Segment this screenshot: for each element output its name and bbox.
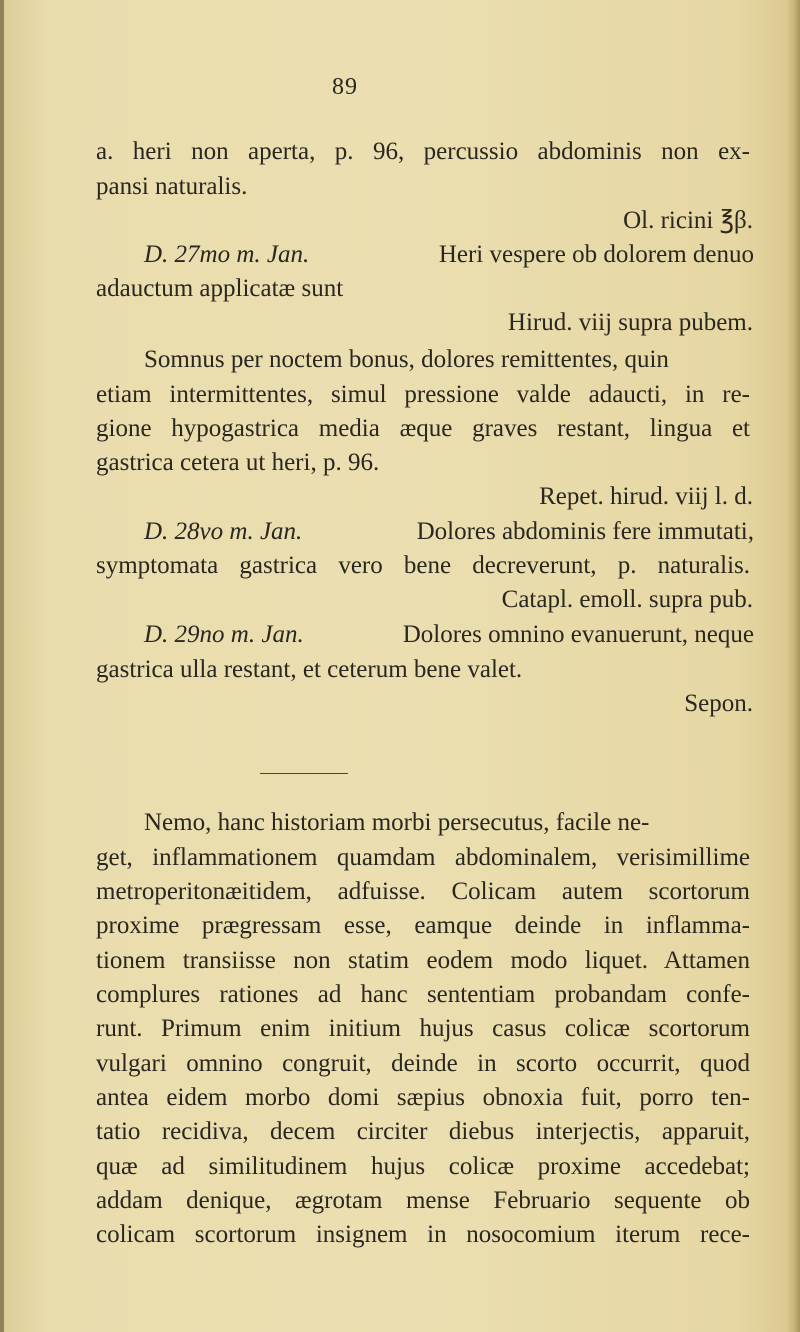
section-divider — [260, 773, 348, 774]
prescription-line-1: Ol. ricini ℥β. — [623, 207, 753, 234]
page-number: 89 — [332, 74, 358, 100]
text-line-10: gastrica cetera ut heri, p. 96. — [96, 449, 380, 476]
text-line-2: pansi naturalis. — [96, 173, 248, 200]
entry-text-29: Dolores omnino evanuerunt, neque — [402, 621, 754, 648]
entry-date-29: D. 29no m. Jan. — [144, 621, 304, 648]
entry-text-27: Heri vespere ob dolorem denuo — [438, 241, 754, 268]
page-right-edge — [786, 0, 800, 1332]
prescription-line-3: Repet. hirud. viij l. d. — [539, 483, 753, 510]
entry-text-28: Dolores abdominis fere immutati, — [416, 518, 754, 545]
prescription-line-2: Hirud. viij supra pubem. — [507, 309, 753, 336]
entry-line-29 — [144, 620, 754, 650]
prescription-line-4: Catapl. emoll. supra pub. — [501, 586, 753, 613]
page-left-edge — [0, 0, 4, 1332]
text-line-8: etiam intermittentes, simul pressione valde adaucti, in re- — [96, 381, 750, 408]
text-line-5: adauctum applicatæ sunt — [96, 275, 344, 302]
entry-line-28 — [144, 517, 754, 547]
paragraph-line-6: complures rationes ad hanc sententiam probandam confe- — [96, 981, 750, 1008]
paragraph-line-4: proxime prægressam esse, eamque deinde in inflamma- — [96, 912, 750, 939]
paragraph-line-5: tionem transiisse non statim eodem modo liquet. Attamen — [96, 947, 750, 974]
paragraph-line-12: addam denique, ægrotam mense Februario sequente ob — [96, 1187, 750, 1214]
text-line-13: symptomata gastrica vero bene decreverunt, p. naturalis. — [96, 552, 750, 579]
entry-date-27: D. 27mo m. Jan. — [144, 241, 310, 268]
entry-line-27 — [144, 240, 754, 270]
text-line-16: gastrica ulla restant, et ceterum bene valet. — [96, 656, 523, 683]
paragraph-line-9: antea eidem morbo domi sæpius obnoxia fuit, porro ten- — [96, 1084, 750, 1111]
paragraph-line-13: colicam scortorum insignem in nosocomium iterum rece- — [96, 1221, 750, 1248]
text-line-1: a. heri non aperta, p. 96, percussio abdominis non ex- — [96, 138, 750, 165]
paragraph-line-7: runt. Primum enim initium hujus casus colicæ scortorum — [96, 1015, 750, 1042]
paragraph-line-8: vulgari omnino congruit, deinde in scorto occurrit, quod — [96, 1050, 750, 1077]
paragraph-line-11: quæ ad similitudinem hujus colicæ proxime accedebat; — [96, 1153, 750, 1180]
paragraph-line-10: tatio recidiva, decem circiter diebus interjectis, apparuit, — [96, 1118, 750, 1145]
paragraph-line-1: Nemo, hanc historiam morbi persecutus, facile ne- — [144, 809, 650, 836]
prescription-line-5: Sepon. — [684, 690, 753, 717]
text-line-9: gione hypogastrica media æque graves restant, lingua et — [96, 415, 750, 442]
paragraph-line-3: metroperitonæitidem, adfuisse. Colicam autem scortorum — [96, 878, 750, 905]
text-line-7: Somnus per noctem bonus, dolores remittentes, quin — [144, 346, 669, 373]
entry-date-28: D. 28vo m. Jan. — [144, 518, 303, 545]
paragraph-line-2: get, inflammationem quamdam abdominalem, verisimillime — [96, 844, 750, 871]
